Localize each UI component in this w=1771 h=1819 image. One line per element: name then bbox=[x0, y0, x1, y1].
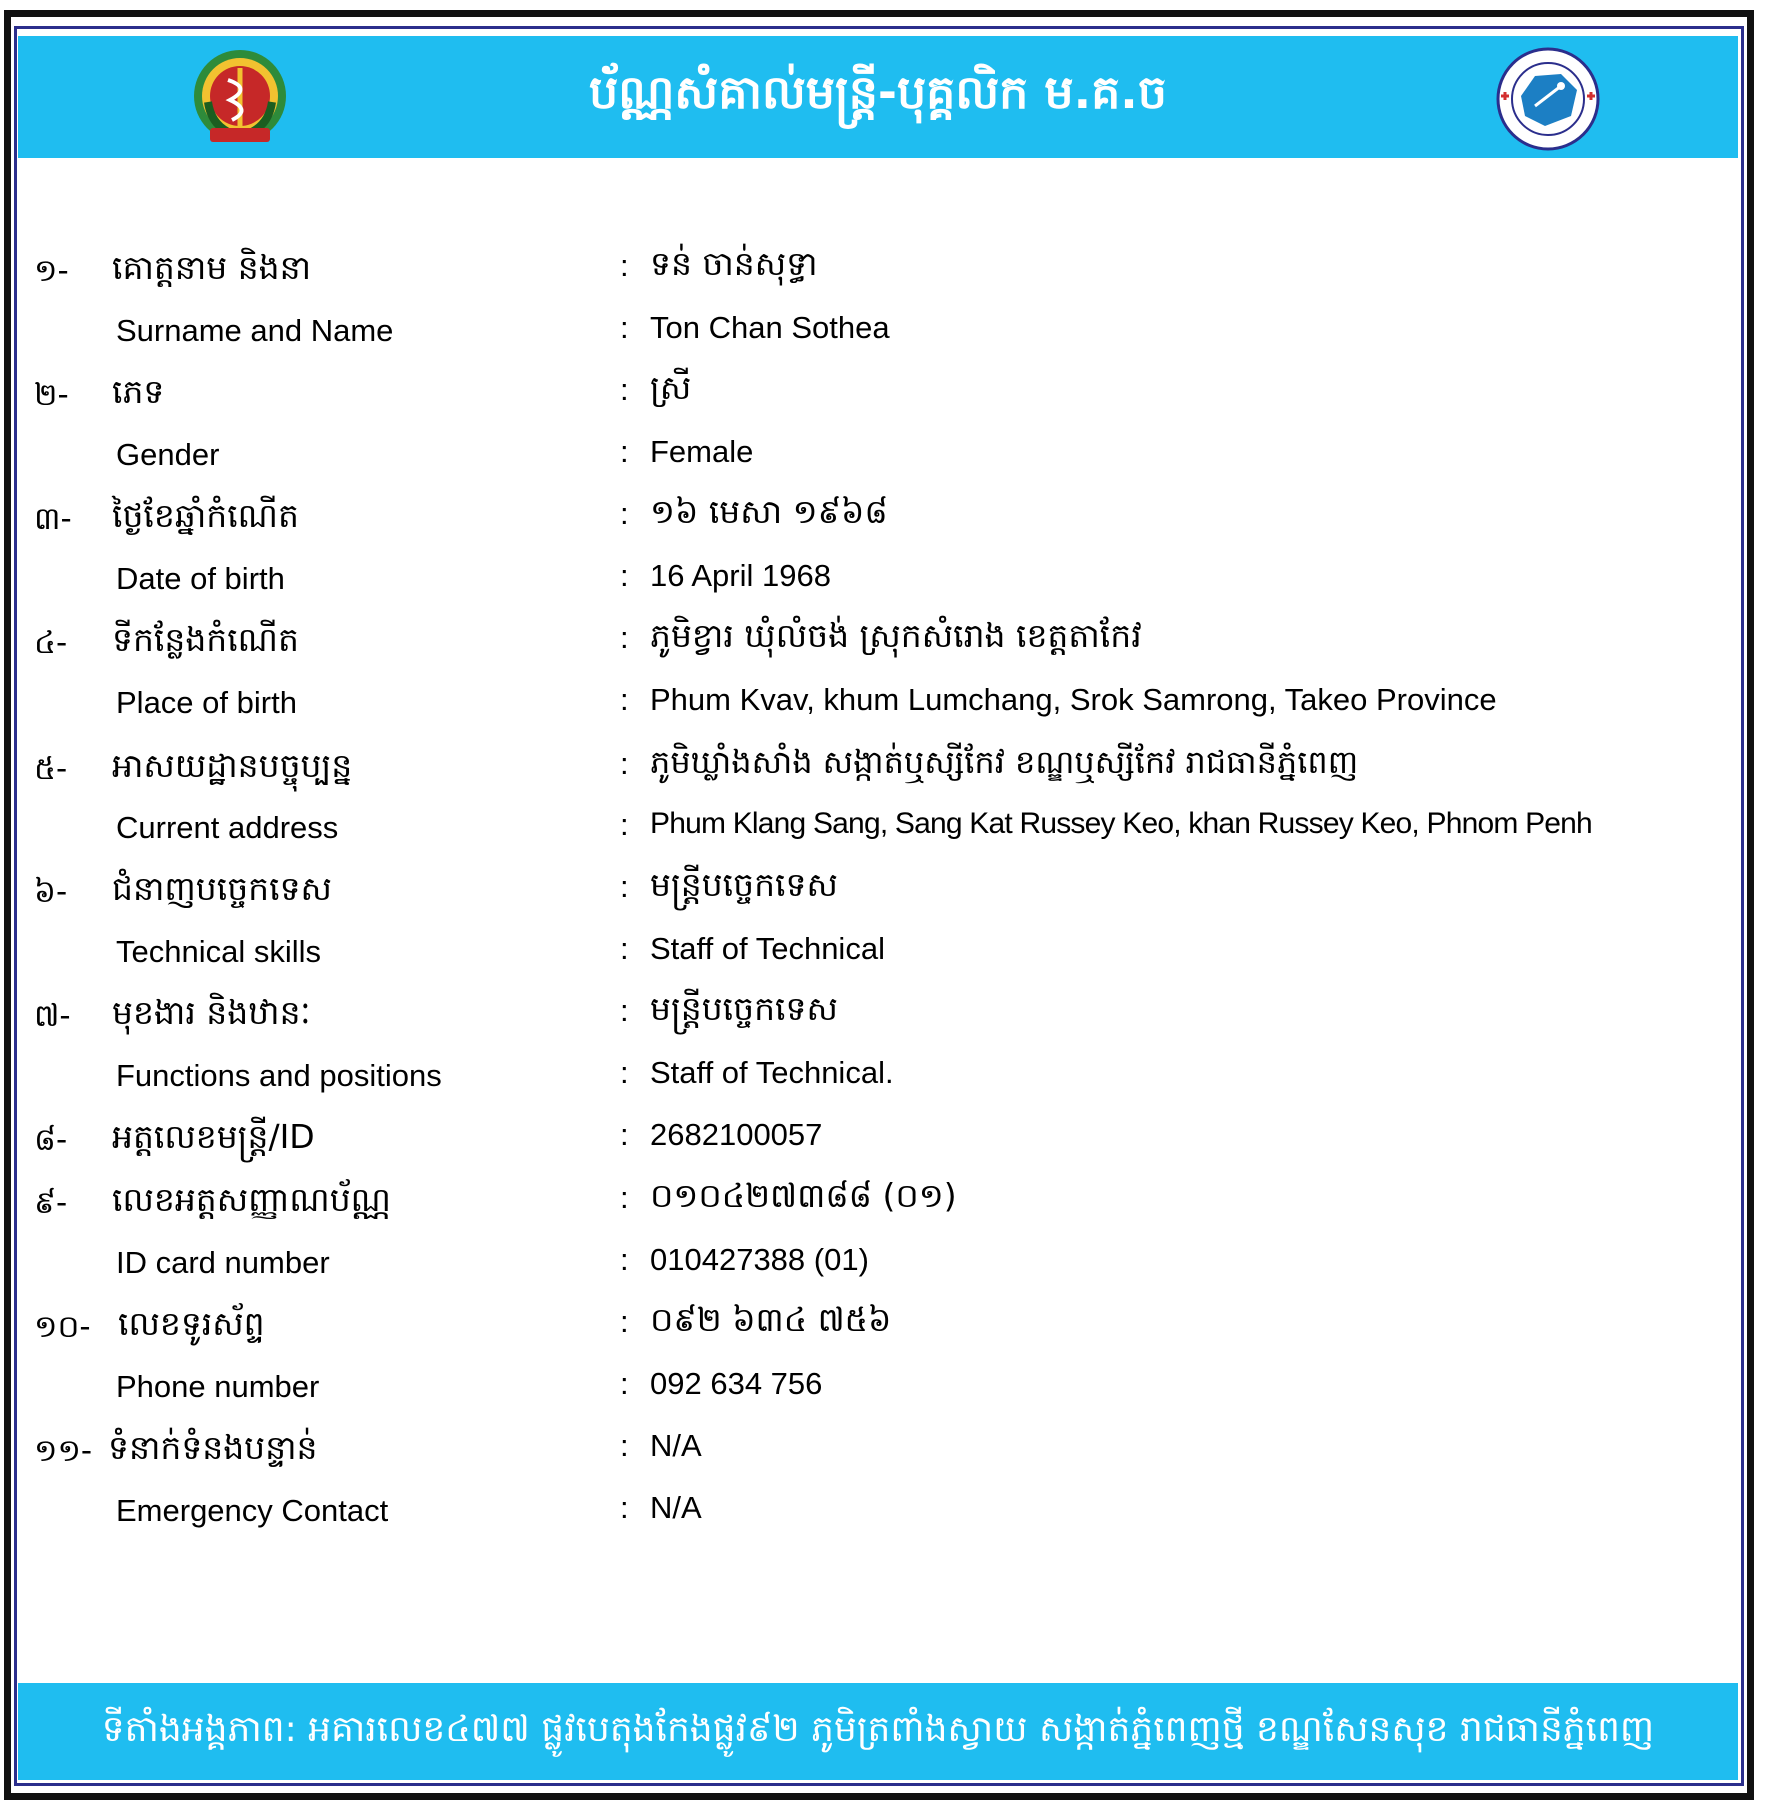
field-number: ៨- bbox=[34, 1122, 68, 1158]
field-value-kh: ០១០៤២៧៣៨៨ (០១) bbox=[650, 1176, 957, 1215]
field-value-kh: N/A bbox=[650, 1428, 702, 1463]
field-colon: : bbox=[620, 248, 629, 283]
field-label-kh: ទីកន្លែងកំណើត bbox=[112, 620, 299, 659]
field-number: ១០- bbox=[34, 1309, 91, 1345]
field-label-en: Surname and Name bbox=[116, 313, 394, 348]
field-number: ១១- bbox=[34, 1433, 93, 1469]
field-value-en: Ton Chan Sothea bbox=[650, 310, 890, 345]
field-number: ២- bbox=[34, 377, 69, 413]
field-colon: : bbox=[620, 1366, 629, 1401]
field-colon: : bbox=[620, 869, 629, 904]
field-value-en: N/A bbox=[650, 1490, 702, 1525]
field-label-en: Phone number bbox=[116, 1369, 320, 1404]
field-colon: : bbox=[620, 1117, 629, 1152]
field-value-kh: ភូមិឃ្លាំងសាំង សង្កាត់ឬស្សីកែវ ខណ្ឌឬស្សីកែវ រាជធានីភ្នំពេញ bbox=[650, 743, 1359, 781]
field-value-en: 092 634 756 bbox=[650, 1366, 823, 1401]
field-label-kh: ភេទ bbox=[112, 372, 165, 411]
field-colon: : bbox=[620, 372, 629, 407]
field-value-kh: ០៩២ ៦៣៤ ៧៥៦ bbox=[650, 1300, 892, 1339]
field-label-en: Date of birth bbox=[116, 561, 285, 596]
field-number: ៩- bbox=[34, 1185, 68, 1221]
field-label-en: ID card number bbox=[116, 1245, 330, 1280]
field-number: ៤- bbox=[34, 625, 68, 661]
field-value-kh: ស្រី bbox=[650, 368, 692, 407]
field-number: ៥- bbox=[34, 751, 68, 787]
field-colon: : bbox=[620, 558, 629, 593]
field-colon: : bbox=[620, 682, 629, 717]
field-value-en: Staff of Technical bbox=[650, 931, 885, 966]
office-address: ទីតាំងអង្គភាព: អគារលេខ៤៧៧ ផ្លូវបេតុងកែងផ្លូវ៩២ ភូមិត្រពាំងស្វាយ សង្កាត់ភ្នំពេញថ្មី ខណ្ឌសែនសុខ រាជធានីភ្នំពេញ bbox=[101, 1709, 1655, 1750]
field-colon: : bbox=[620, 1428, 629, 1463]
field-colon: : bbox=[620, 1490, 629, 1525]
field-value-kh: ភូមិខ្វារ ឃុំលំចង់ ស្រុកសំរោង ខេត្តតាកែវ bbox=[650, 616, 1142, 655]
field-colon: : bbox=[620, 807, 629, 842]
field-value-id: 2682100057 bbox=[650, 1117, 823, 1152]
card-footer bbox=[18, 1683, 1738, 1780]
field-number: ៦- bbox=[34, 874, 68, 910]
field-colon: : bbox=[620, 1242, 629, 1277]
field-value-en: Phum Klang Sang, Sang Kat Russey Keo, khan Russey Keo, Phnom Penh bbox=[650, 807, 1592, 840]
field-label-kh: អត្តលេខមន្ត្រី/ID bbox=[112, 1117, 315, 1156]
field-label-en: Technical skills bbox=[116, 934, 322, 969]
field-colon: : bbox=[620, 620, 629, 655]
field-value-kh: ទន់ ចាន់សុទ្ធា bbox=[650, 244, 818, 283]
field-label-en: Emergency Contact bbox=[116, 1493, 389, 1528]
field-colon: : bbox=[620, 434, 629, 469]
field-label-kh: ទំនាក់ទំនងបន្ទាន់ bbox=[108, 1428, 318, 1467]
field-number: ១- bbox=[34, 253, 69, 289]
field-label-kh: អាសយដ្ឋានបច្ចុប្បន្ន bbox=[112, 746, 353, 785]
card-title: ប័ណ្ណសំគាល់មន្ត្រី-បុគ្គលិក ម.គ.ច bbox=[589, 65, 1167, 119]
field-label-kh: ថ្ងៃខែឆ្នាំកំណើត bbox=[112, 496, 299, 535]
field-label-kh: ជំនាញបច្ចេកទេស bbox=[112, 869, 332, 908]
field-number: ៧- bbox=[34, 998, 71, 1034]
field-colon: : bbox=[620, 1180, 629, 1215]
field-value-en: Female bbox=[650, 434, 754, 469]
field-label-kh: មុខងារ និងឋានៈ bbox=[112, 993, 311, 1032]
field-colon: : bbox=[620, 1055, 629, 1090]
field-label-en: Gender bbox=[116, 437, 220, 472]
field-value-kh: មន្ត្រីបច្ចេកទេស bbox=[650, 989, 838, 1028]
cnm-logo-icon bbox=[1495, 46, 1601, 152]
field-value-en: Staff of Technical. bbox=[650, 1055, 894, 1090]
field-label-kh: លេខអត្តសញ្ញាណប័ណ្ណ bbox=[112, 1180, 391, 1219]
field-value-en: Phum Kvav, khum Lumchang, Srok Samrong, Takeo Province bbox=[650, 682, 1497, 717]
field-value-en: 16 April 1968 bbox=[650, 558, 831, 593]
field-label-kh: លេខទូរស័ព្ទ bbox=[118, 1304, 265, 1343]
field-colon: : bbox=[620, 310, 629, 345]
field-value-kh: ១៦ មេសា ១៩៦៨ bbox=[650, 492, 888, 531]
field-value-kh: មន្ត្រីបច្ចេកទេស bbox=[650, 865, 838, 904]
card-header bbox=[18, 36, 1738, 158]
field-colon: : bbox=[620, 931, 629, 966]
field-label-kh: គោត្តនាម និងនា bbox=[112, 248, 312, 287]
field-value-en: 010427388 (01) bbox=[650, 1242, 869, 1277]
field-label-en: Current address bbox=[116, 810, 339, 845]
field-colon: : bbox=[620, 746, 629, 781]
field-colon: : bbox=[620, 496, 629, 531]
field-colon: : bbox=[620, 1304, 629, 1339]
field-number: ៣- bbox=[34, 501, 72, 537]
field-label-en: Functions and positions bbox=[116, 1058, 442, 1093]
field-colon: : bbox=[620, 993, 629, 1028]
field-label-en: Place of birth bbox=[116, 685, 297, 720]
